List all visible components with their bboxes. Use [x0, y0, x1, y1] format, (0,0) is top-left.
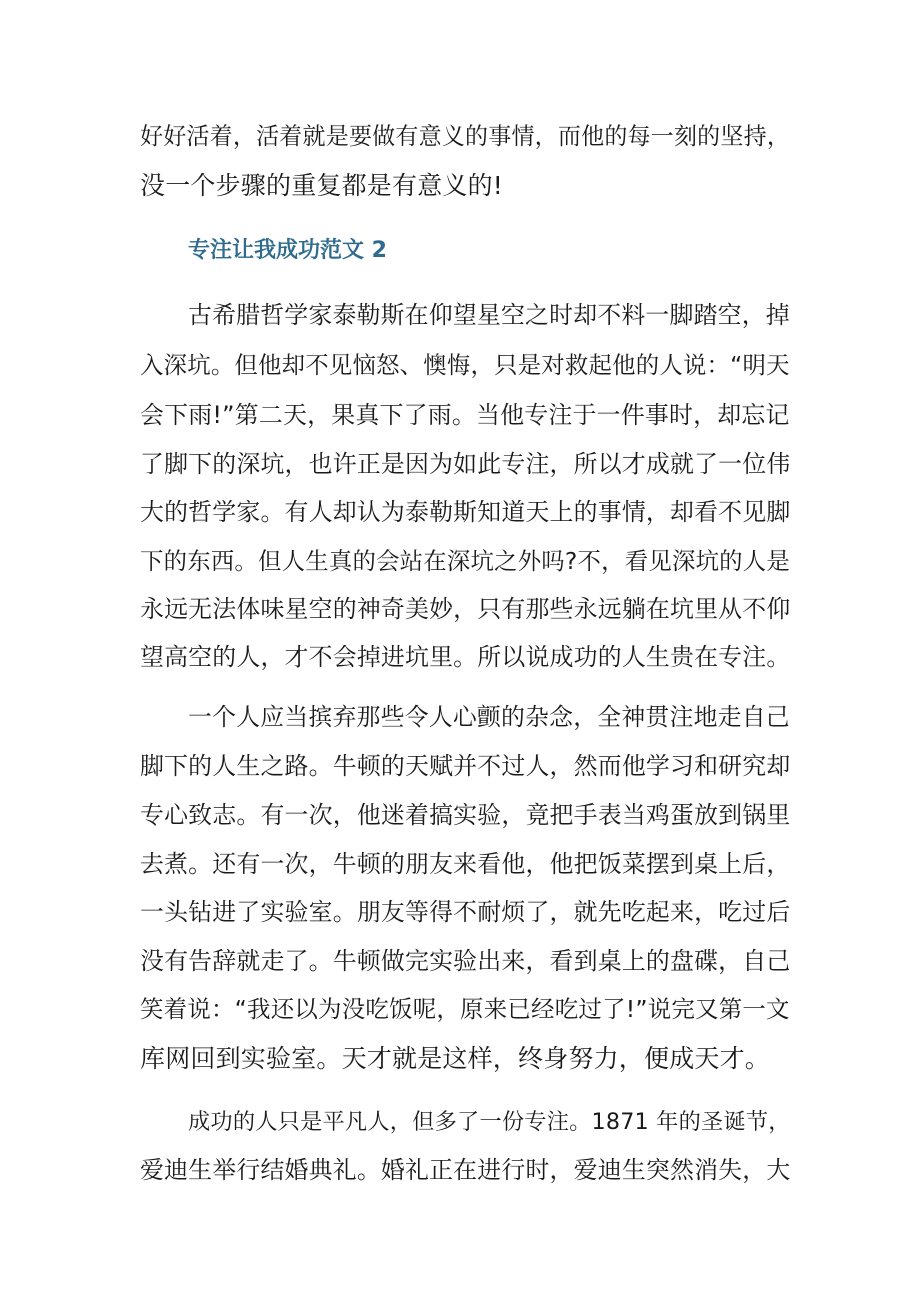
text-line: 爱迪生举行结婚典礼。婚礼正在进行时，爱迪生突然消失，大: [140, 1156, 791, 1184]
text-line: 下的东西。但人生真的会站在深坑之外吗?不，看见深坑的人是: [140, 547, 790, 575]
text-line: 笑着说：“我还以为没吃饭呢，原来已经吃过了!”说完又第一文: [140, 995, 790, 1023]
paragraph-first-line: 古希腊哲学家泰勒斯在仰望星空之时却不料一脚踏空，掉: [188, 301, 790, 329]
text-line: 没一个步骤的重复都是有意义的!: [140, 171, 504, 200]
text-line: 永远无法体味星空的神奇美妙，只有那些永远躺在坑里从不仰: [140, 595, 791, 623]
text-line: 一头钻进了实验室。朋友等得不耐烦了，就先吃起来，吃过后: [140, 898, 791, 926]
text-line: 去煮。还有一次，牛顿的朋友来看他，他把饭菜摆到桌上后，: [140, 850, 791, 878]
text-line: 入深坑。但他却不见恼怒、懊悔，只是对救起他的人说：“明天: [140, 351, 790, 379]
text-line: 大的哲学家。有人却认为泰勒斯知道天上的事情，却看不见脚: [140, 498, 791, 526]
text-line: 望高空的人，才不会掉进坑里。所以说成功的人生贵在专注。: [140, 643, 791, 671]
text-line: 库网回到实验室。天才就是这样，终身努力，便成天才。: [140, 1044, 771, 1073]
text-line: 专心致志。有一次，他迷着搞实验，竟把手表当鸡蛋放到锅里: [140, 801, 791, 829]
paragraph-first-line: 成功的人只是平凡人，但多了一份专注。1871 年的圣诞节，: [188, 1109, 791, 1135]
text-line: 好好活着，活着就是要做有意义的事情，而他的每一刻的坚持，: [140, 124, 791, 150]
text-line: 了脚下的深坑，也许正是因为如此专注，所以才成就了一位伟: [140, 450, 791, 478]
paragraph-first-line: 一个人应当摈弃那些令人心颤的杂念，全神贯注地走自己: [188, 703, 790, 731]
text-line: 会下雨!”第二天，果真下了雨。当他专注于一件事时，却忘记: [140, 401, 790, 429]
text-line: 脚下的人生之路。牛顿的天赋并不过人，然而他学习和研究却: [140, 752, 791, 780]
section-heading: 专注让我成功范文 2: [188, 238, 387, 263]
text-line: 没有告辞就走了。牛顿做完实验出来，看到桌上的盘碟，自己: [140, 947, 791, 975]
